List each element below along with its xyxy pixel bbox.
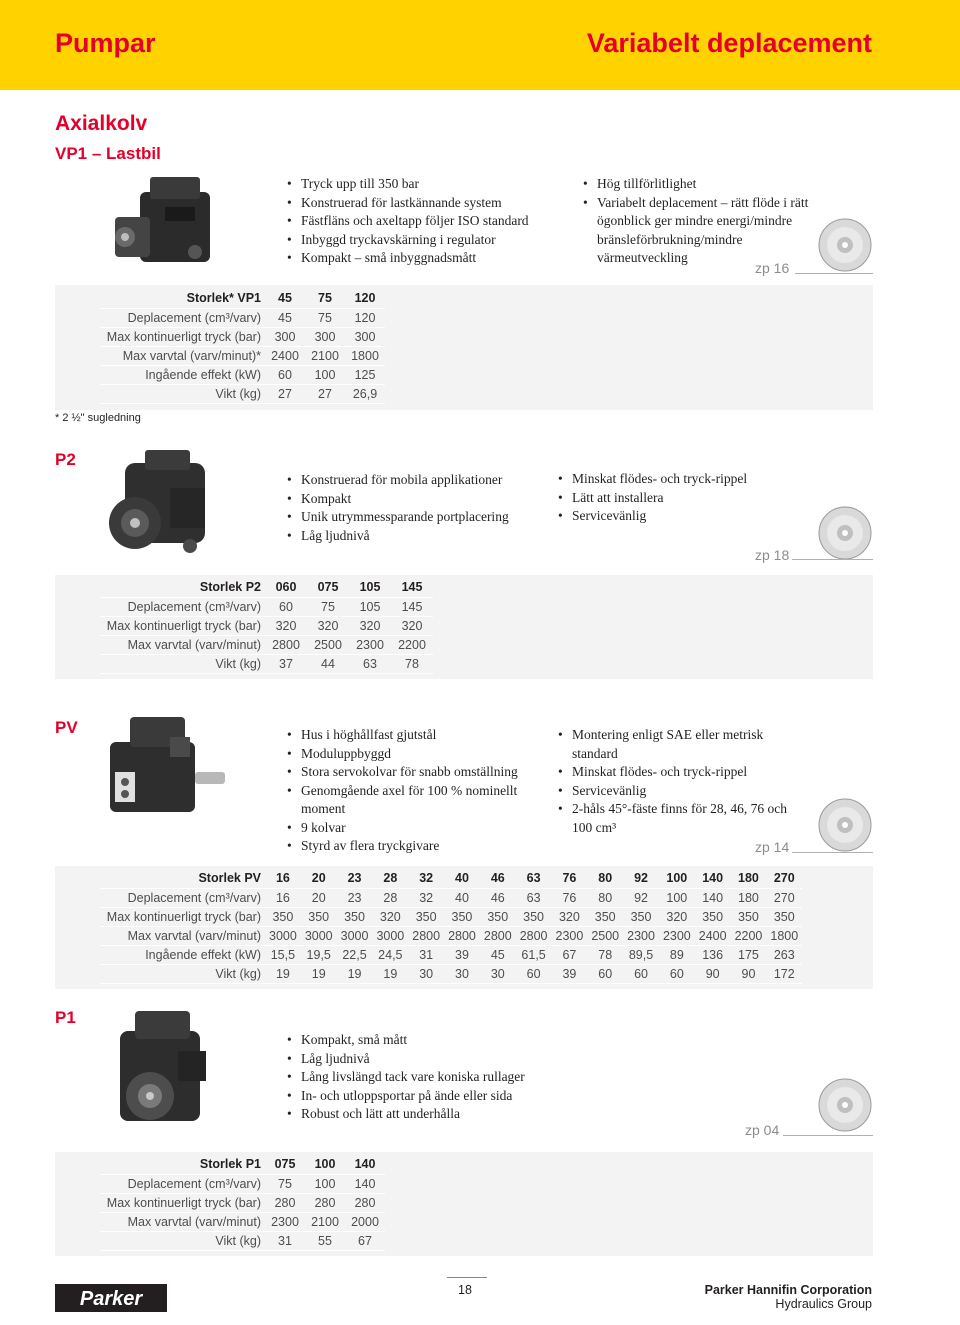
table-cell: 60: [659, 964, 695, 983]
table-header-cell: 100: [659, 869, 695, 888]
list-item: • Konstruerad för mobila applikationer: [287, 471, 557, 490]
table-cell: 2300: [349, 635, 391, 654]
table-cell: 90: [731, 964, 767, 983]
table-cell: 100: [305, 1174, 345, 1193]
table-cell: 75: [265, 1174, 305, 1193]
pv-spec-table: [100, 869, 802, 984]
company-name: Parker Hannifin Corporation: [704, 1283, 872, 1297]
table-header-cell: 075: [307, 578, 349, 597]
list-item: • Variabelt deplacement – rätt flöde i rätt ögonblick ger mindre energi/mindre bränsleförbrukning/mindre värmeutveckling: [583, 194, 833, 268]
table-row: [100, 616, 433, 635]
table-cell: 350: [301, 907, 337, 926]
table-cell: 280: [305, 1193, 345, 1212]
table-cell: 350: [623, 907, 659, 926]
table-header-cell: 46: [480, 869, 516, 888]
p2-features-a: [287, 471, 557, 545]
table-header-cell: 105: [349, 578, 391, 597]
table-cell: 76: [552, 888, 588, 907]
table-header-cell: 76: [552, 869, 588, 888]
table-cell: 61,5: [516, 945, 552, 964]
list-item: • Minskat flödes- och tryck-rippel: [558, 470, 818, 489]
pv-features-b: [558, 726, 803, 837]
list-item: • Låg ljudnivå: [287, 527, 557, 546]
list-item: • Kompakt – små inbyggnadsmått: [287, 249, 567, 268]
table-cell: 39: [552, 964, 588, 983]
table-cell: 19: [337, 964, 373, 983]
table-row: [100, 327, 385, 346]
table-cell: 31: [408, 945, 444, 964]
table-header-cell: 075: [265, 1155, 305, 1174]
vp1-features-b: [583, 175, 833, 268]
table-cell: 350: [444, 907, 480, 926]
table-cell: 92: [623, 888, 659, 907]
table-cell: 2800: [444, 926, 480, 945]
list-item: • Inbyggd tryckavskärning i regulator: [287, 231, 567, 250]
table-row: [100, 907, 802, 926]
p2-table-body: [100, 597, 433, 673]
table-header-label: Storlek P1: [100, 1155, 265, 1174]
table-header-cell: 45: [265, 289, 305, 308]
table-row: [100, 384, 385, 403]
zp-reference: zp 18: [755, 547, 790, 563]
table-cell: 3000: [337, 926, 373, 945]
table-cell: 30: [408, 964, 444, 983]
table-cell: 2300: [623, 926, 659, 945]
table-cell: 2400: [695, 926, 731, 945]
table-header-label: Storlek* VP1: [100, 289, 265, 308]
table-cell: 60: [265, 365, 305, 384]
table-cell: 350: [587, 907, 623, 926]
table-cell: 140: [695, 888, 731, 907]
list-item: • 2-håls 45°-fäste finns för 28, 46, 76 och 100 cm³: [558, 800, 803, 837]
row-label: Max kontinuerligt tryck (bar): [100, 907, 265, 926]
list-item: • Hög tillförlitlighet: [583, 175, 833, 194]
p1-features-a: [287, 1031, 587, 1124]
table-cell: 320: [307, 616, 349, 635]
table-cell: 60: [516, 964, 552, 983]
table-row: [100, 964, 802, 983]
table-cell: 40: [444, 888, 480, 907]
table-cell: 145: [391, 597, 433, 616]
row-label: Vikt (kg): [100, 964, 265, 983]
table-cell: 2300: [659, 926, 695, 945]
table-row: [100, 1212, 385, 1231]
row-label: Max kontinuerligt tryck (bar): [100, 327, 265, 346]
table-cell: 3000: [372, 926, 408, 945]
table-header-cell: 63: [516, 869, 552, 888]
table-header-cell: 40: [444, 869, 480, 888]
list-item: • In- och utloppsportar på ände eller sida: [287, 1087, 587, 1106]
table-cell: 105: [349, 597, 391, 616]
table-row: [100, 1174, 385, 1193]
table-cell: 16: [265, 888, 301, 907]
table-cell: 15,5: [265, 945, 301, 964]
row-label: Max varvtal (varv/minut): [100, 635, 265, 654]
table-row: [100, 654, 433, 673]
table-cell: 55: [305, 1231, 345, 1250]
table-cell: 320: [552, 907, 588, 926]
table-cell: 27: [265, 384, 305, 403]
table-row: [100, 1193, 385, 1212]
table-cell: 320: [391, 616, 433, 635]
table-cell: 2400: [265, 346, 305, 365]
table-cell: 2800: [480, 926, 516, 945]
table-header-cell: 100: [305, 1155, 345, 1174]
list-item: • Servicevänlig: [558, 782, 803, 801]
table-cell: 78: [587, 945, 623, 964]
zp-reference: zp 04: [745, 1122, 780, 1138]
table-header-cell: 120: [345, 289, 385, 308]
table-cell: 300: [305, 327, 345, 346]
table-cell: 26,9: [345, 384, 385, 403]
table-cell: 350: [766, 907, 802, 926]
company-group: Hydraulics Group: [775, 1297, 872, 1311]
list-item: • Lätt att installera: [558, 489, 818, 508]
table-cell: 172: [766, 964, 802, 983]
table-cell: 67: [552, 945, 588, 964]
table-header-cell: 92: [623, 869, 659, 888]
table-cell: 350: [337, 907, 373, 926]
table-row: [100, 1231, 385, 1250]
table-cell: 45: [265, 308, 305, 327]
table-row: [100, 365, 385, 384]
table-cell: 125: [345, 365, 385, 384]
row-label: Ingående effekt (kW): [100, 365, 265, 384]
table-header-cell: 060: [265, 578, 307, 597]
list-item: • Servicevänlig: [558, 507, 818, 526]
table-cell: 270: [766, 888, 802, 907]
row-label: Ingående effekt (kW): [100, 945, 265, 964]
table-cell: 2500: [307, 635, 349, 654]
list-item: • Kompakt: [287, 490, 557, 509]
footer-rule: [447, 1277, 487, 1278]
table-cell: 320: [659, 907, 695, 926]
pv-features-a: [287, 726, 557, 856]
row-label: Deplacement (cm³/varv): [100, 1174, 265, 1193]
row-label: Max varvtal (varv/minut)*: [100, 346, 265, 365]
list-item: • Robust och lätt att underhålla: [287, 1105, 587, 1124]
table-cell: 31: [265, 1231, 305, 1250]
table-cell: 180: [731, 888, 767, 907]
table-cell: 2000: [345, 1212, 385, 1231]
table-cell: 2200: [731, 926, 767, 945]
table-cell: 2500: [587, 926, 623, 945]
table-cell: 63: [349, 654, 391, 673]
table-header-cell: 28: [372, 869, 408, 888]
list-item: • Styrd av flera tryckgivare: [287, 837, 557, 856]
table-cell: 320: [265, 616, 307, 635]
table-cell: 75: [305, 308, 345, 327]
table-cell: 78: [391, 654, 433, 673]
table-cell: 2800: [408, 926, 444, 945]
table-cell: 27: [305, 384, 345, 403]
vp1-pump-image: [105, 172, 225, 282]
vp1-footnote: * 2 ½" sugledning: [55, 412, 141, 424]
table-cell: 30: [444, 964, 480, 983]
table-header-cell: 140: [695, 869, 731, 888]
list-item: • Montering enligt SAE eller metrisk standard: [558, 726, 803, 763]
table-cell: 1800: [345, 346, 385, 365]
table-cell: 44: [307, 654, 349, 673]
table-cell: 3000: [265, 926, 301, 945]
list-item: • Genomgående axel för 100 % nominellt moment: [287, 782, 557, 819]
table-cell: 263: [766, 945, 802, 964]
table-cell: 60: [265, 597, 307, 616]
table-cell: 2100: [305, 1212, 345, 1231]
row-label: Vikt (kg): [100, 654, 265, 673]
list-item: • Fästfläns och axeltapp följer ISO standard: [287, 212, 567, 231]
table-cell: 1800: [766, 926, 802, 945]
table-cell: 22,5: [337, 945, 373, 964]
table-cell: 280: [265, 1193, 305, 1212]
table-cell: 46: [480, 888, 516, 907]
table-header-cell: 20: [301, 869, 337, 888]
table-cell: 30: [480, 964, 516, 983]
table-cell: 23: [337, 888, 373, 907]
table-cell: 120: [345, 308, 385, 327]
table-cell: 320: [372, 907, 408, 926]
table-row: [100, 597, 433, 616]
table-cell: 350: [731, 907, 767, 926]
row-label: Deplacement (cm³/varv): [100, 888, 265, 907]
table-cell: 2200: [391, 635, 433, 654]
table-cell: 2800: [516, 926, 552, 945]
p2-label: P2: [55, 450, 76, 469]
list-item: • Konstruerad för lastkännande system: [287, 194, 567, 213]
table-cell: 140: [345, 1174, 385, 1193]
table-cell: 175: [731, 945, 767, 964]
company-block: [705, 1283, 872, 1311]
p2-features-b: [558, 470, 818, 526]
row-label: Deplacement (cm³/varv): [100, 597, 265, 616]
table-cell: 89: [659, 945, 695, 964]
list-item: • Kompakt, små mått: [287, 1031, 587, 1050]
table-header-cell: 180: [731, 869, 767, 888]
p1-label: P1: [55, 1008, 76, 1027]
table-cell: 45: [480, 945, 516, 964]
table-cell: 2300: [265, 1212, 305, 1231]
section-title: Axialkolv: [55, 112, 148, 135]
list-item: • Unik utrymmessparande portplacering: [287, 508, 557, 527]
p2-pump-image: [90, 448, 230, 568]
list-item: • Stora servokolvar för snabb omställning: [287, 763, 557, 782]
table-cell: 350: [695, 907, 731, 926]
table-cell: 28: [372, 888, 408, 907]
table-cell: 32: [408, 888, 444, 907]
zp-reference: zp 16: [755, 260, 790, 276]
table-cell: 300: [345, 327, 385, 346]
table-cell: 280: [345, 1193, 385, 1212]
table-cell: 19: [372, 964, 408, 983]
p1-table-body: [100, 1174, 385, 1250]
table-row: [100, 346, 385, 365]
table-header-cell: 80: [587, 869, 623, 888]
table-cell: 300: [265, 327, 305, 346]
row-label: Max kontinuerligt tryck (bar): [100, 1193, 265, 1212]
table-cell: 2300: [552, 926, 588, 945]
table-header-cell: 140: [345, 1155, 385, 1174]
table-header-cell: 16: [265, 869, 301, 888]
table-cell: 39: [444, 945, 480, 964]
table-row: [100, 888, 802, 907]
row-label: Deplacement (cm³/varv): [100, 308, 265, 327]
list-item: • Moduluppbyggd: [287, 745, 557, 764]
header-title-right: Variabelt deplacement: [586, 28, 872, 58]
zp-underline: [792, 852, 873, 853]
table-header-cell: 23: [337, 869, 373, 888]
table-cell: 350: [265, 907, 301, 926]
table-header-cell: 32: [408, 869, 444, 888]
pv-table-body: [100, 888, 802, 983]
table-cell: 60: [623, 964, 659, 983]
vp1-table-body: [100, 308, 385, 403]
table-row: [100, 635, 433, 654]
cd-icon: [818, 1078, 872, 1132]
row-label: Max varvtal (varv/minut): [100, 1212, 265, 1231]
p2-spec-table: [100, 578, 433, 674]
table-cell: 20: [301, 888, 337, 907]
table-cell: 63: [516, 888, 552, 907]
row-label: Vikt (kg): [100, 1231, 265, 1250]
table-cell: 100: [305, 365, 345, 384]
table-row: [100, 945, 802, 964]
cd-icon: [818, 798, 872, 852]
header-title-left: Pumpar: [55, 28, 156, 58]
vp1-label: VP1 – Lastbil: [55, 144, 161, 163]
row-label: Max varvtal (varv/minut): [100, 926, 265, 945]
table-cell: 24,5: [372, 945, 408, 964]
vp1-features-a: [287, 175, 567, 268]
p1-spec-table: [100, 1155, 385, 1251]
table-header-label: Storlek PV: [100, 869, 265, 888]
zp-underline: [792, 559, 873, 560]
zp-underline: [795, 273, 873, 274]
p1-pump-image: [90, 1006, 230, 1146]
table-header-cell: 270: [766, 869, 802, 888]
list-item: • Hus i höghållfast gjutstål: [287, 726, 557, 745]
table-cell: 37: [265, 654, 307, 673]
zp-reference: zp 14: [755, 839, 790, 855]
table-header-cell: 145: [391, 578, 433, 597]
table-cell: 2100: [305, 346, 345, 365]
list-item: • Låg ljudnivå: [287, 1050, 587, 1069]
list-item: • Minskat flödes- och tryck-rippel: [558, 763, 803, 782]
table-cell: 19: [265, 964, 301, 983]
pv-label: PV: [55, 718, 78, 737]
list-item: • Tryck upp till 350 bar: [287, 175, 567, 194]
logo-text: Parker: [79, 1288, 143, 1310]
list-item: • Lång livslängd tack vare koniska rullager: [287, 1068, 587, 1087]
table-header-cell: 75: [305, 289, 345, 308]
zp-underline: [783, 1135, 873, 1136]
table-cell: 320: [349, 616, 391, 635]
list-item: • 9 kolvar: [287, 819, 557, 838]
row-label: Max kontinuerligt tryck (bar): [100, 616, 265, 635]
row-label: Vikt (kg): [100, 384, 265, 403]
table-cell: 60: [587, 964, 623, 983]
table-cell: 89,5: [623, 945, 659, 964]
table-cell: 19,5: [301, 945, 337, 964]
cd-icon: [818, 506, 872, 560]
vp1-spec-table: [100, 289, 385, 404]
table-cell: 350: [516, 907, 552, 926]
table-cell: 67: [345, 1231, 385, 1250]
table-cell: 350: [408, 907, 444, 926]
pv-pump-image: [90, 712, 230, 827]
page-number: 18: [458, 1283, 472, 1297]
table-cell: 90: [695, 964, 731, 983]
table-cell: 75: [307, 597, 349, 616]
parker-logo: [55, 1284, 167, 1312]
table-cell: 2800: [265, 635, 307, 654]
table-cell: 80: [587, 888, 623, 907]
table-cell: 19: [301, 964, 337, 983]
table-cell: 350: [480, 907, 516, 926]
table-cell: 3000: [301, 926, 337, 945]
table-cell: 100: [659, 888, 695, 907]
cd-icon: [818, 218, 872, 272]
table-row: [100, 308, 385, 327]
table-header-label: Storlek P2: [100, 578, 265, 597]
table-row: [100, 926, 802, 945]
table-cell: 136: [695, 945, 731, 964]
